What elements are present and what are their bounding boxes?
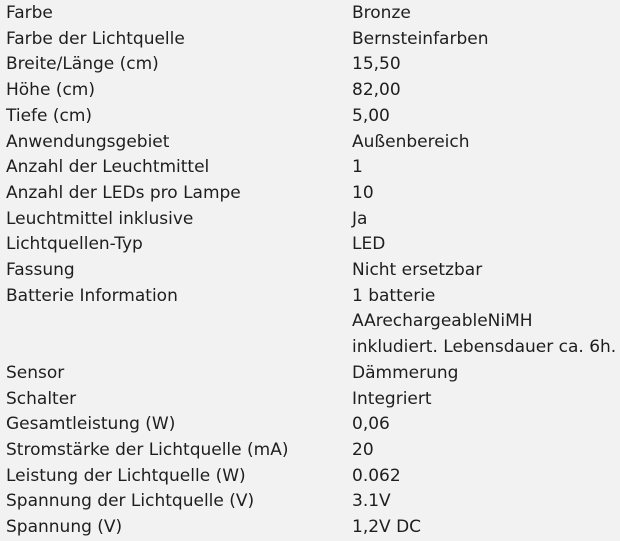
spec-value: 82,00 <box>352 80 401 101</box>
spec-value: Bernsteinfarben <box>352 28 489 49</box>
spec-value: Dämmerung <box>352 362 459 383</box>
spec-row-farbe-der-lichtquelle <box>6 27 620 53</box>
spec-value: 3.1V <box>352 491 391 512</box>
spec-row-breite-laenge <box>6 52 620 78</box>
spec-label: Lichtquellen-Typ <box>6 234 143 255</box>
spec-row-tiefe <box>6 104 620 130</box>
spec-row-schalter <box>6 387 620 413</box>
spec-value: 0.062 <box>352 465 401 486</box>
spec-value: Nicht ersetzbar <box>352 260 483 281</box>
spec-label: Farbe der Lichtquelle <box>6 28 185 49</box>
spec-label: Sensor <box>6 362 65 383</box>
spec-label: Fassung <box>6 260 75 281</box>
spec-value: LED <box>352 234 386 255</box>
spec-value: Bronze <box>352 3 411 23</box>
spec-table <box>6 1 620 541</box>
spec-label: Anzahl der Leuchtmittel <box>6 157 210 178</box>
spec-row-leistung-lichtquelle <box>6 464 620 490</box>
spec-row-anzahl-leuchtmittel <box>6 155 620 181</box>
spec-row-farbe <box>6 1 620 27</box>
spec-row-lichtquellen-typ <box>6 232 620 258</box>
spec-label: Leuchtmittel inklusive <box>6 208 194 229</box>
spec-value: Außenbereich <box>352 131 470 152</box>
spec-label: Spannung der Lichtquelle (V) <box>6 491 255 512</box>
spec-value: 10 <box>352 182 374 203</box>
spec-row-fassung <box>6 258 620 284</box>
spec-label: Farbe <box>6 3 53 23</box>
spec-label: Anzahl der LEDs pro Lampe <box>6 182 241 203</box>
spec-label: Tiefe (cm) <box>6 105 93 126</box>
spec-label: Höhe (cm) <box>6 80 95 101</box>
spec-label: Gesamtleistung (W) <box>6 414 176 435</box>
spec-value: 1 batterie AArechargeableNiMH inkludiert. Lebensdauer ca. 6h. <box>352 285 617 358</box>
spec-value: 0,06 <box>352 414 390 435</box>
spec-label: Anwendungsgebiet <box>6 131 170 152</box>
spec-label: Leistung der Lichtquelle (W) <box>6 465 246 486</box>
spec-label: Stromstärke der Lichtquelle (mA) <box>6 439 289 460</box>
spec-row-spannung <box>6 515 620 541</box>
spec-row-spannung-lichtquelle <box>6 489 620 515</box>
spec-row-sensor <box>6 361 620 387</box>
spec-value: Integriert <box>352 388 432 409</box>
spec-value: 5,00 <box>352 105 390 126</box>
spec-row-stromstaerke <box>6 438 620 464</box>
spec-row-gesamtleistung <box>6 412 620 438</box>
spec-label: Spannung (V) <box>6 517 123 538</box>
spec-value: 1,2V DC <box>352 517 422 538</box>
spec-label: Schalter <box>6 388 77 409</box>
spec-value: 15,50 <box>352 54 401 75</box>
spec-label: Batterie Information <box>6 285 178 306</box>
spec-value: 20 <box>352 439 374 460</box>
spec-row-leuchtmittel-inklusive <box>6 207 620 233</box>
spec-row-batterie-information <box>6 284 620 361</box>
spec-row-hoehe <box>6 78 620 104</box>
spec-row-anwendungsgebiet <box>6 130 620 156</box>
spec-row-anzahl-leds <box>6 181 620 207</box>
spec-value: Ja <box>352 208 368 229</box>
spec-value: 1 <box>352 157 363 178</box>
spec-label: Breite/Länge (cm) <box>6 54 159 75</box>
